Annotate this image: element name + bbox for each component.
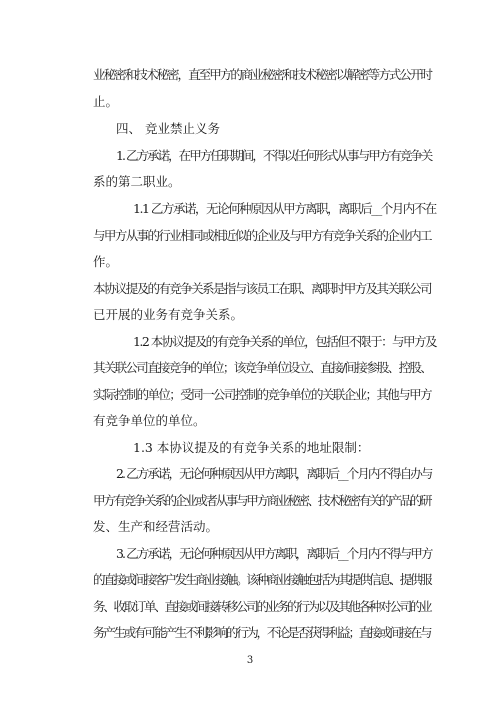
text-line: 务、收取订单、直接或间接转移公司的业务的行为以及其他各种对公司的业 — [93, 599, 431, 614]
text-line: 的直接或间接客户发生商业接触。该种商业接触包括为其提供信息、提供服 — [93, 572, 431, 587]
text-line: 1.1 乙方承诺，无论何种原因从甲方离职，离职后__个月内不在 — [133, 201, 436, 216]
text-line: 发、生产和经营活动。 — [93, 519, 219, 534]
text-line: 1.3 本协议提及的有竞争关系的地址限制： — [133, 440, 370, 455]
text-line: 本协议提及的有竞争关系是指与该员工在职、离职时甲方及其关联公司 — [93, 281, 431, 296]
text-line: 业秘密和技术秘密，直至甲方的商业秘密和技术秘密以解密等方式公开时 — [93, 67, 432, 82]
text-line: 2. 乙方承诺，无论何种原因从甲方离职，离职后__个月内不得自办与 — [116, 466, 432, 481]
text-line: 止。 — [93, 94, 119, 109]
text-line: 3. 乙方承诺，无论何种原因从甲方离职，离职后__个月内不得与甲方 — [116, 546, 432, 561]
text-line: 1.2 本协议提及的有竞争关系的单位，包括但不限于：与甲方及 — [133, 334, 436, 349]
text-line: 已开展的业务有竞争关系。 — [93, 307, 244, 322]
text-line: 甲方有竞争关系的企业或者从事与甲方商业秘密、技术秘密有关的产品的研 — [93, 493, 431, 508]
text-line: 1. 乙方承诺，在甲方任职期间，不得以任何形式从事与甲方有竞争关 — [116, 148, 432, 163]
section-heading: 四、 竞业禁止义务 — [116, 121, 220, 136]
text-line: 系的第二职业。 — [93, 174, 181, 189]
text-line: 与甲方从事的行业相同或相近似的企业及与甲方有竞争关系的企业内工 — [93, 228, 431, 243]
text-line: 其关联公司直接竞争的单位；该竞争单位设立、直接/间接参股、控股、 — [93, 360, 432, 375]
text-line: 有竞争单位的单位。 — [93, 413, 206, 428]
text-line: 实际控制的单位；受同一公司控制的竞争单位的关联企业；其他与甲方 — [93, 387, 431, 402]
text-line: 务产生或有可能产生不利影响的行为，不论是否获得利益；直接或间接在与 — [93, 625, 431, 640]
text-line: 作。 — [93, 254, 119, 269]
page-number: 3 — [246, 655, 254, 666]
